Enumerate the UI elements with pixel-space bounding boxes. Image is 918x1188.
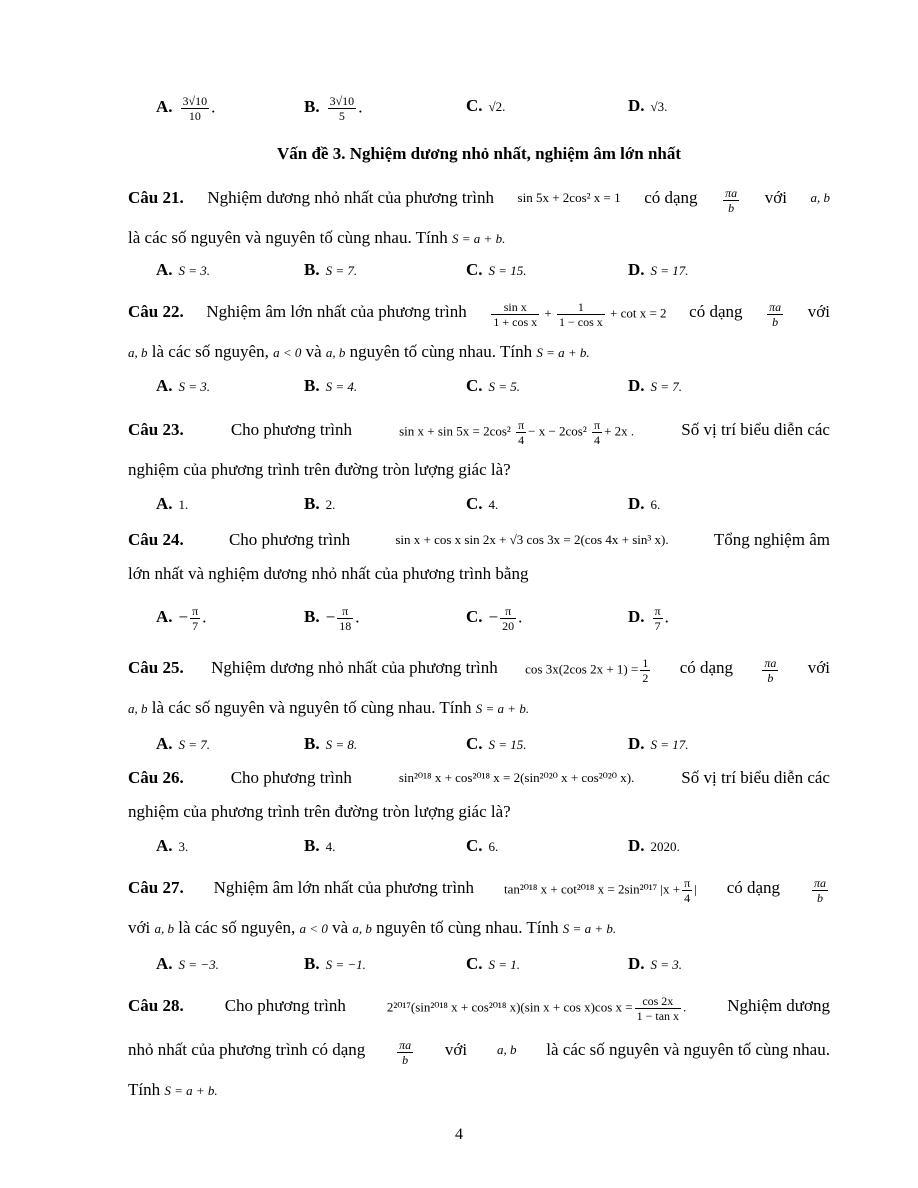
q28-line1: Câu 28. Cho phương trình 2²⁰¹⁷(sin²⁰¹⁸ x + cos²⁰¹⁸ x)(sin x + cos x)cos x = $\frac{\cos 2x}{\text{1 − tan x}}$ . Nghiệm dương [128,994,830,1023]
q26-line1: Câu 26. Cho phương trình sin²⁰¹⁸ x + cos²⁰¹⁸ x = 2(sin²⁰²⁰ x + cos²⁰²⁰ x). Số vị trí biểu diễn các [128,768,830,787]
option-a: A. $\frac{3√10}{10}$ . [156,94,216,123]
q26-line2: nghiệm của phương trình trên đường tròn lượng giác là? [128,802,511,821]
q22-line1: Câu 22. Nghiệm âm lớn nhất của phương trình $\frac{\text{sin x}}{\text{1 + cos x}}$ + $\frac{1}{\text{1 − cos x}}$ + cot x = 2 có dạng $\frac{\pi a}{b}$ với [128,300,830,329]
q27-line2: với a, b là các số nguyên, a < 0 và a, b nguyên tố cùng nhau. Tính S = a + b. [128,918,617,937]
option-b: B. $\frac{3√10}{5}$ . [304,94,363,123]
q21-line1: Câu 21. Nghiệm dương nhỏ nhất của phương trình sin 5x + 2cos² x = 1 có dạng $\frac{\pi a}{b}$ với a, b [128,186,830,215]
option-c: C. √2. [466,96,506,115]
q28-line2: nhỏ nhất của phương trình có dạng $\frac{\pi a}{b}$ với a, b là các số nguyên và nguyên tố cùng nhau. [128,1038,830,1067]
q23-line1: Câu 23. Cho phương trình sin x + sin 5x = 2cos² $\frac{\pi}{4}$ − x − 2cos² $\frac{\pi}{4}$ + 2x . Số vị trí biểu diễn các [128,418,830,447]
option-d: D. √3. [628,96,668,115]
q27-line1: Câu 27. Nghiệm âm lớn nhất của phương trình tan²⁰¹⁸ x + cot²⁰¹⁸ x = 2sin²⁰¹⁷ |x + $\frac{\pi}{4}$ | có dạng $\frac{\pi a}{b}$ [128,876,826,905]
q22-line2: a, b là các số nguyên, a < 0 và a, b nguyên tố cùng nhau. Tính S = a + b. [128,342,590,361]
q21-line2: là các số nguyên và nguyên tố cùng nhau. Tính S = a + b. [128,228,506,247]
q24-line1: Câu 24. Cho phương trình sin x + cos x sin 2x + √3 cos 3x = 2(cos 4x + sin³ x). Tổng nghiệm âm [128,530,830,549]
q23-line2: nghiệm của phương trình trên đường tròn lượng giác là? [128,460,511,479]
page-number: 4 [455,1126,463,1143]
q28-line3: Tính S = a + b. [128,1080,218,1099]
q24-line2: lớn nhất và nghiệm dương nhỏ nhất của phương trình bằng [128,564,529,583]
section-title: Vấn đề 3. Nghiệm dương nhỏ nhất, nghiệm âm lớn nhất [276,144,682,163]
q25-line2: a, b là các số nguyên và nguyên tố cùng nhau. Tính S = a + b. [128,698,530,717]
q25-line1: Câu 25. Nghiệm dương nhỏ nhất của phương trình cos 3x(2cos 2x + 1) = $\frac{1}{2}$ có dạng $\frac{\pi a}{b}$ với [128,656,830,685]
